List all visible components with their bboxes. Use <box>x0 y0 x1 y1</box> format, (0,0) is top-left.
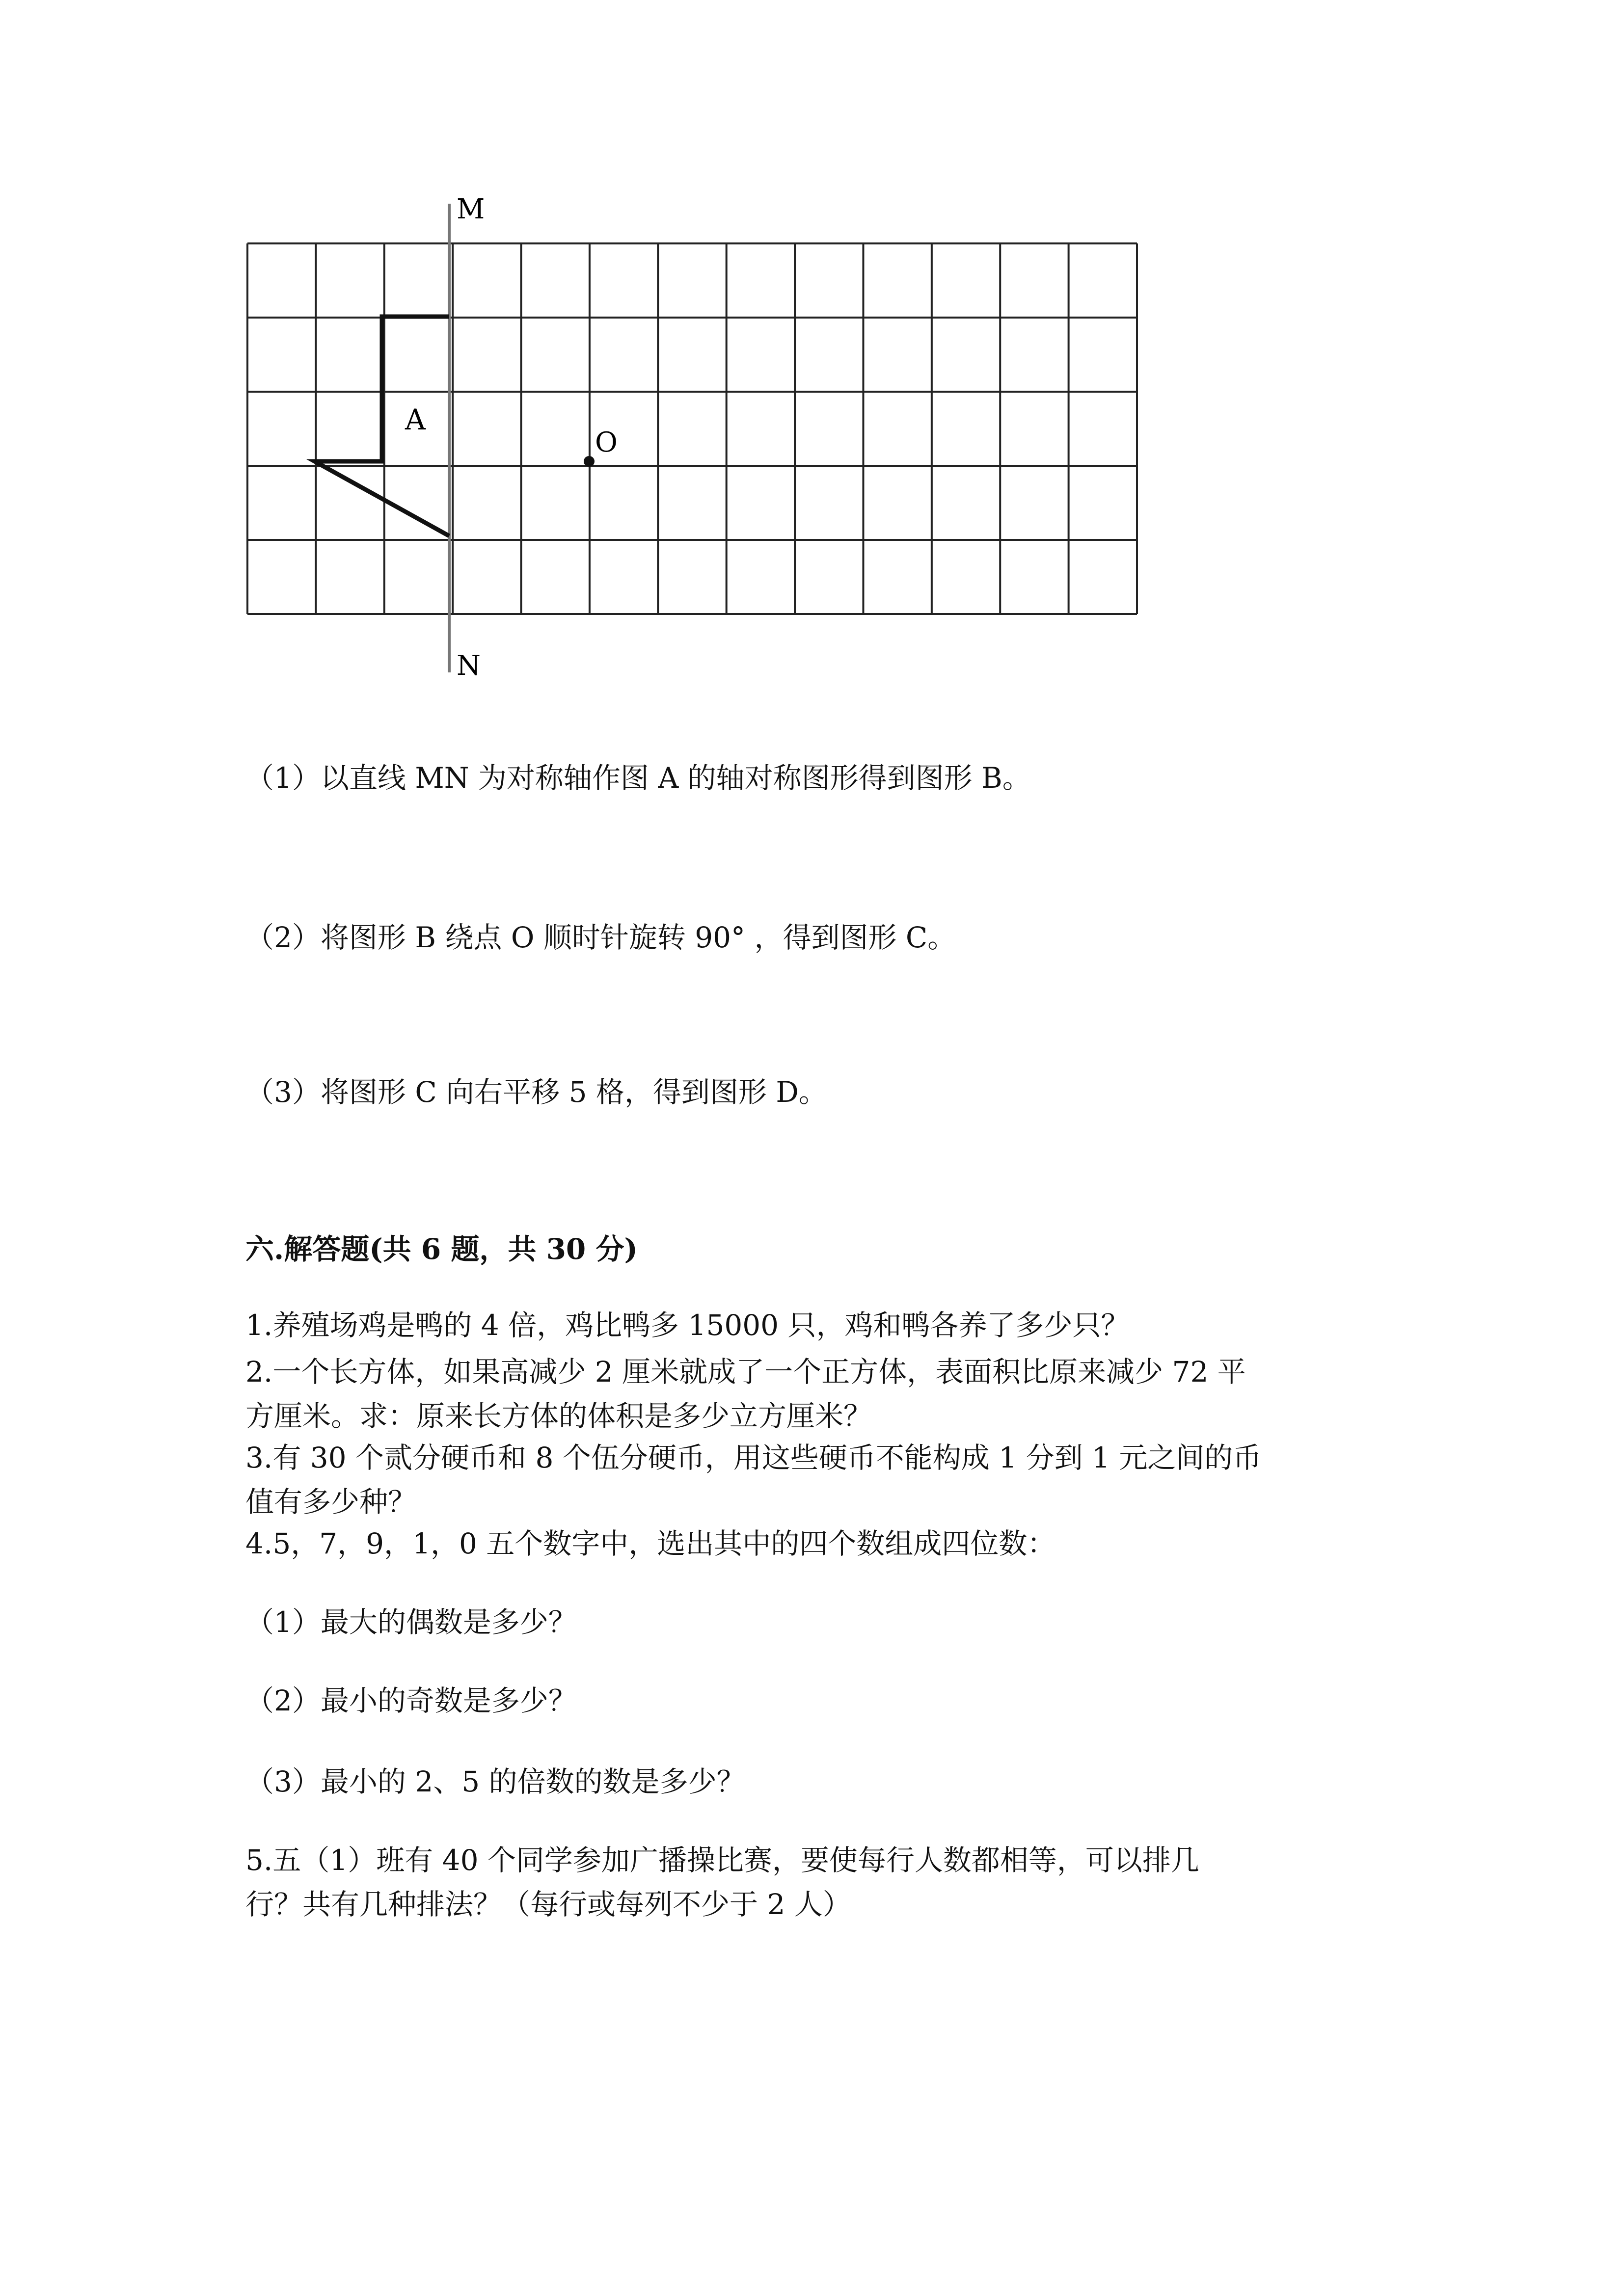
problem-4: 4.5，7，9，1，0 五个数字中，选出其中的四个数组成四位数： <box>245 1527 1056 1560</box>
problem-5-line2: 行？共有几种排法？（每行或每列不少于 2 人） <box>245 1888 851 1921</box>
problem-1: 1.养殖场鸡是鸭的 4 倍，鸡比鸭多 15000 只，鸡和鸭各养了多少只？ <box>245 1308 1130 1342</box>
problem-4-sub3: （3）最小的 2、5 的倍数的数是多少？ <box>245 1765 745 1798</box>
label-m: M <box>457 193 485 225</box>
section5-q2: （2）将图形 B 绕点 O 顺时针旋转 90° ，得到图形 C。 <box>245 921 956 954</box>
label-o: O <box>595 427 618 458</box>
problem-4-sub1: （1）最大的偶数是多少？ <box>245 1605 577 1639</box>
problem-2-line1: 2.一个长方体，如果高减少 2 厘米就成了一个正方体，表面积比原来减少 72 平 <box>245 1355 1246 1388</box>
grid-figure <box>0 0 1624 736</box>
problem-4-sub2: （2）最小的奇数是多少？ <box>245 1684 577 1717</box>
section6-title: 六.解答题(共 6 题，共 30 分) <box>245 1232 638 1266</box>
problem-3-line1: 3.有 30 个贰分硬币和 8 个伍分硬币，用这些硬币不能构成 1 分到 1 元之间的币 <box>245 1441 1262 1474</box>
label-a: A <box>405 403 426 436</box>
label-n: N <box>457 650 481 682</box>
shape-a <box>315 317 449 536</box>
problem-3-line2: 值有多少种？ <box>245 1485 417 1519</box>
section5-q3: （3）将图形 C 向右平移 5 格，得到图形 D。 <box>245 1075 827 1109</box>
problem-2-line2: 方厘米。求：原来长方体的体积是多少立方厘米？ <box>245 1399 872 1433</box>
problem-5-line1: 5.五（1）班有 40 个同学参加广播操比赛，要使每行人数都相等，可以排几 <box>245 1843 1199 1877</box>
point-o <box>584 456 595 467</box>
section5-q1: （1）以直线 MN 为对称轴作图 A 的轴对称图形得到图形 B。 <box>245 761 1031 795</box>
